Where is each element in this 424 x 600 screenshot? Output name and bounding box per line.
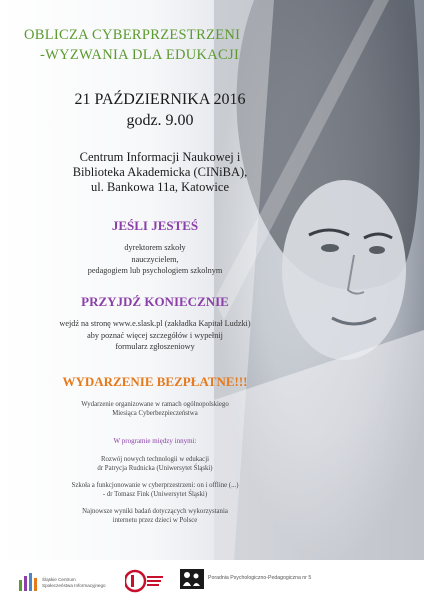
audience-section	[10, 218, 300, 277]
free-event-line-1: Wydarzenie organizowane w ramach ogólnopolskiego	[81, 401, 229, 408]
cta-section	[10, 294, 300, 353]
event-venue	[35, 150, 285, 195]
cta-line-3: formularz zgłoszeniowy	[115, 342, 195, 351]
cta-heading: PRZYJDŹ KONIECZNIE	[81, 294, 229, 309]
scsi-logo	[18, 568, 113, 594]
program-heading: W programie między innymi:	[113, 437, 197, 445]
audience-heading: JEŚLI JESTEŚ	[111, 218, 199, 233]
partner-logo-red	[125, 568, 165, 594]
footer-logos	[0, 560, 424, 600]
program-item-2-line-2: - dr Tomasz Fink (Uniwersytet Śląski)	[102, 491, 208, 498]
program-item-2-line-1: Szkoła a funkcjonowanie w cyberprzestrzeni: on i offline (...)	[71, 482, 239, 489]
program-section	[10, 437, 300, 525]
free-event-heading: WYDARZENIE BEZPŁATNE!!!	[62, 374, 248, 389]
audience-line-1: dyrektorem szkoły	[124, 243, 186, 252]
scsi-logo-icon	[18, 570, 38, 592]
event-title	[24, 25, 294, 65]
event-date: 21 PAŹDZIERNIKA 2016	[74, 91, 246, 108]
title-line-1: OBLICZA CYBERPRZESTRZENI	[24, 27, 241, 43]
event-datetime	[40, 89, 280, 131]
venue-line-2: Biblioteka Akademicka (CINiBA),	[72, 165, 248, 179]
program-item-1-line-2: dr Patrycja Rudnicka (Uniwersytet Śląski)	[97, 465, 213, 472]
free-event-line-2: Miesiąca Cyberbezpieczeństwa	[112, 410, 198, 417]
free-event-section	[10, 374, 300, 418]
program-item-3-line-1: Najnowsze wyniki badań dotyczących wykorzystania	[82, 508, 228, 515]
ppp5-logo	[180, 566, 420, 596]
ppp5-text: Poradnia Psychologiczno-Pedagogiczna nr 5	[208, 575, 312, 581]
ppp5-logo-icon	[180, 569, 204, 589]
program-item-1-line-1: Rozwój nowych technologii w edukacji	[101, 456, 209, 463]
venue-line-1: Centrum Informacji Naukowej i	[79, 150, 241, 164]
audience-line-2: nauczycielem,	[131, 254, 179, 264]
title-line-2: -WYZWANIA DLA EDUKACJI	[40, 47, 240, 63]
venue-line-3: ul. Bankowa 11a, Katowice	[90, 180, 230, 194]
program-item-3-line-2: internetu przez dzieci w Polsce	[112, 517, 198, 524]
partner-logo-icon	[125, 568, 165, 594]
event-time: godz. 9.00	[126, 112, 194, 129]
cta-line-2: aby poznać więcej szczegółów i wypełnij	[87, 330, 223, 340]
audience-line-3: pedagogiem lub psychologiem szkolnym	[87, 266, 223, 275]
cta-line-1: wejdź na stronę www.e.slask.pl (zakładka Kapitał Ludzki)	[59, 319, 251, 328]
scsi-text-line-2: Społeczeństwa Informacyjnego	[42, 582, 106, 588]
scsi-text-line-1: Śląskie Centrum	[42, 577, 76, 582]
